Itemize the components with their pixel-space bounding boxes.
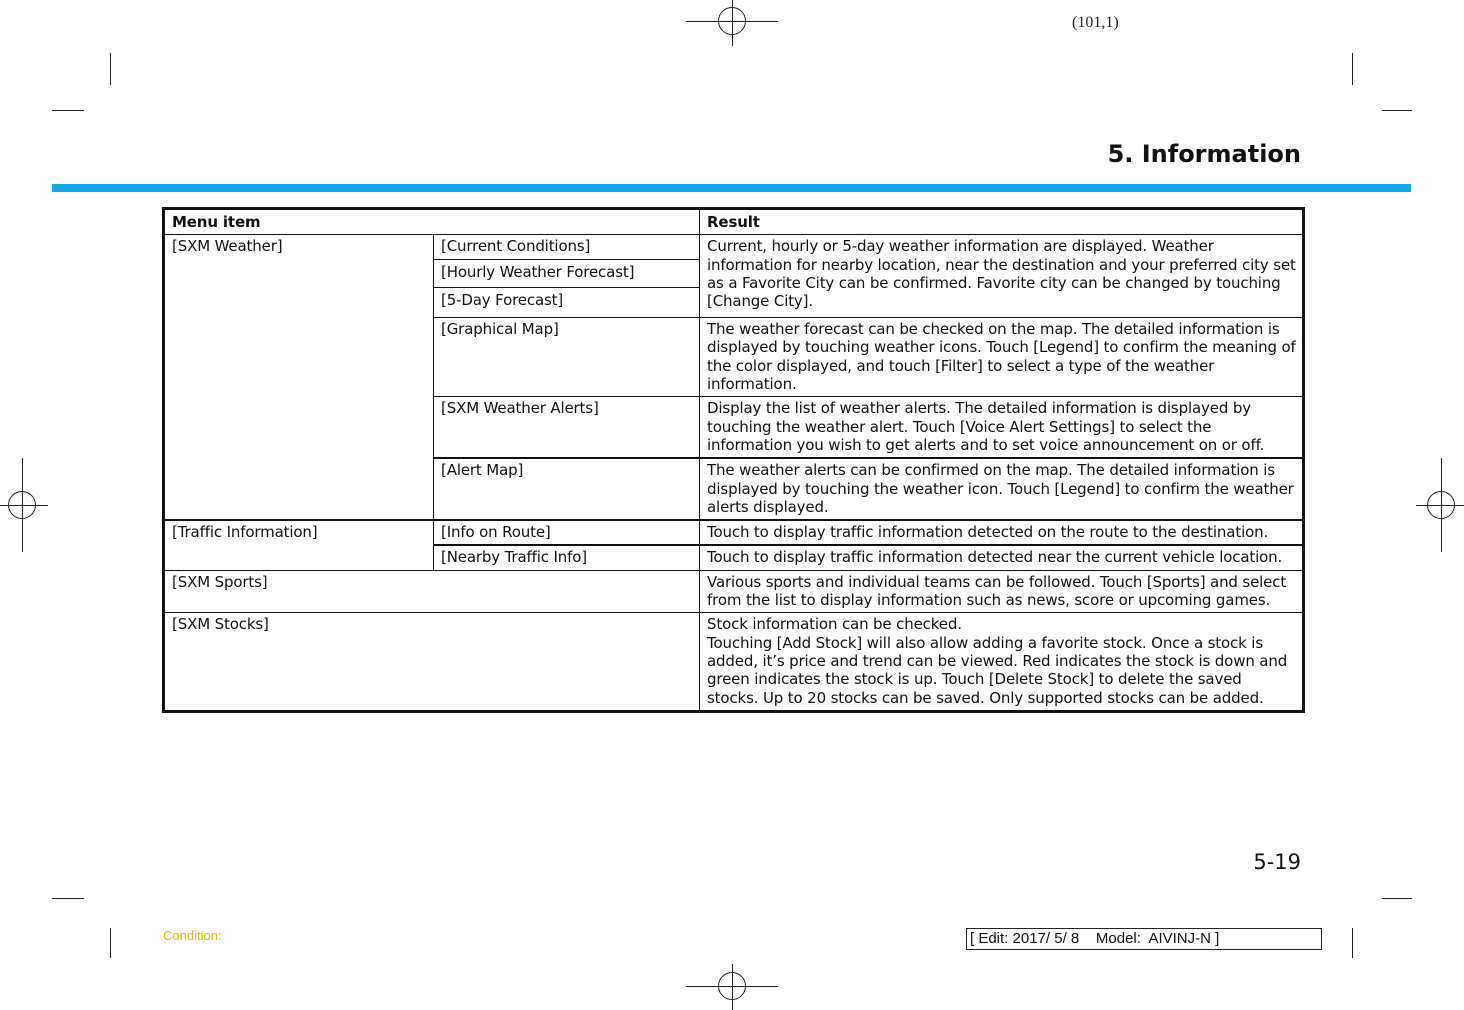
crop-mark — [52, 898, 84, 899]
menu-sxm-weather: [SXM Weather] — [164, 235, 434, 520]
section-rule — [52, 184, 1411, 192]
table-header-row — [164, 209, 1304, 235]
result-weather-alerts: Display the list of weather alerts. The detailed information is displayed by touching the weather alert. Touch [Voice Alert Settings] to select the information you wish to get alerts and to set voice announcement on or off. — [700, 397, 1304, 458]
result-stocks-line1: Stock information can be checked. — [707, 615, 962, 634]
submenu-nearby-traffic: [Nearby Traffic Info] — [434, 545, 700, 570]
crop-mark — [1382, 110, 1412, 111]
header-menu-item: Menu item — [164, 209, 700, 235]
menu-table — [162, 207, 1305, 713]
menu-traffic-information: [Traffic Information] — [164, 520, 434, 570]
crop-mark — [1382, 898, 1412, 899]
menu-sxm-sports: [SXM Sports] — [164, 570, 700, 613]
submenu-alert-map: [Alert Map] — [434, 458, 700, 520]
registration-mark — [718, 972, 746, 1000]
registration-mark — [718, 7, 746, 35]
menu-sxm-stocks: [SXM Stocks] — [164, 613, 700, 711]
submenu-current-conditions: [Current Conditions] — [434, 235, 700, 259]
result-graphical-map: The weather forecast can be checked on the map. The detailed information is displayed by touching weather icons. Touch [Legend] to confirm the meaning of the color displayed, and touch [Filter] to select a type of the weather information. — [700, 318, 1304, 397]
table-row — [164, 520, 1304, 545]
crop-mark — [52, 110, 84, 111]
crop-mark — [110, 928, 111, 958]
table-row — [164, 613, 1304, 711]
section-title: 5. Information — [1107, 140, 1301, 168]
submenu-graphical-map: [Graphical Map] — [434, 318, 700, 397]
page-code: (101,1) — [1072, 14, 1119, 31]
result-sxm-stocks — [700, 613, 1304, 711]
header-result: Result — [700, 209, 1304, 235]
result-nearby-traffic: Touch to display traffic information detected near the current vehicle location. — [700, 545, 1304, 570]
result-stocks-line2: Touching [Add Stock] will also allow adding a favorite stock. Once a stock is added, it’s price and trend can be viewed. Red indicates the stock is down and green indicates the stock is up. Touch [Delete Stock] to delete the saved stocks. Up to 20 stocks can be saved. Only supported stocks can be added. — [707, 633, 1288, 707]
result-info-on-route: Touch to display traffic information detected on the route to the destination. — [700, 520, 1304, 545]
crop-mark — [1352, 53, 1353, 85]
edit-info-box: [ Edit: 2017/ 5/ 8 Model: AIVINJ-N ] — [966, 928, 1322, 950]
crop-mark — [1352, 928, 1353, 958]
table-row — [164, 570, 1304, 613]
result-weather-conditions: Current, hourly or 5-day weather information are displayed. Weather information for nearby location, near the destination and your preferred city set as a Favorite City can be confirmed. Favorite city can be changed by touching [Change City]. — [700, 235, 1304, 318]
registration-mark — [8, 491, 36, 519]
condition-label: Condition: — [163, 928, 222, 943]
submenu-hourly-forecast: [Hourly Weather Forecast] — [434, 259, 700, 287]
result-sxm-sports: Various sports and individual teams can be followed. Touch [Sports] and select from the list to display information such as news, score or upcoming games. — [700, 570, 1304, 613]
table-row — [164, 235, 1304, 259]
page-number: 5-19 — [1253, 850, 1301, 874]
submenu-weather-alerts: [SXM Weather Alerts] — [434, 397, 700, 458]
result-alert-map: The weather alerts can be confirmed on the map. The detailed information is displayed by touching the weather icon. Touch [Legend] to confirm the weather alerts displayed. — [700, 458, 1304, 520]
submenu-five-day-forecast: [5-Day Forecast] — [434, 287, 700, 317]
submenu-info-on-route: [Info on Route] — [434, 520, 700, 545]
registration-mark — [1427, 491, 1455, 519]
crop-mark — [110, 53, 111, 85]
